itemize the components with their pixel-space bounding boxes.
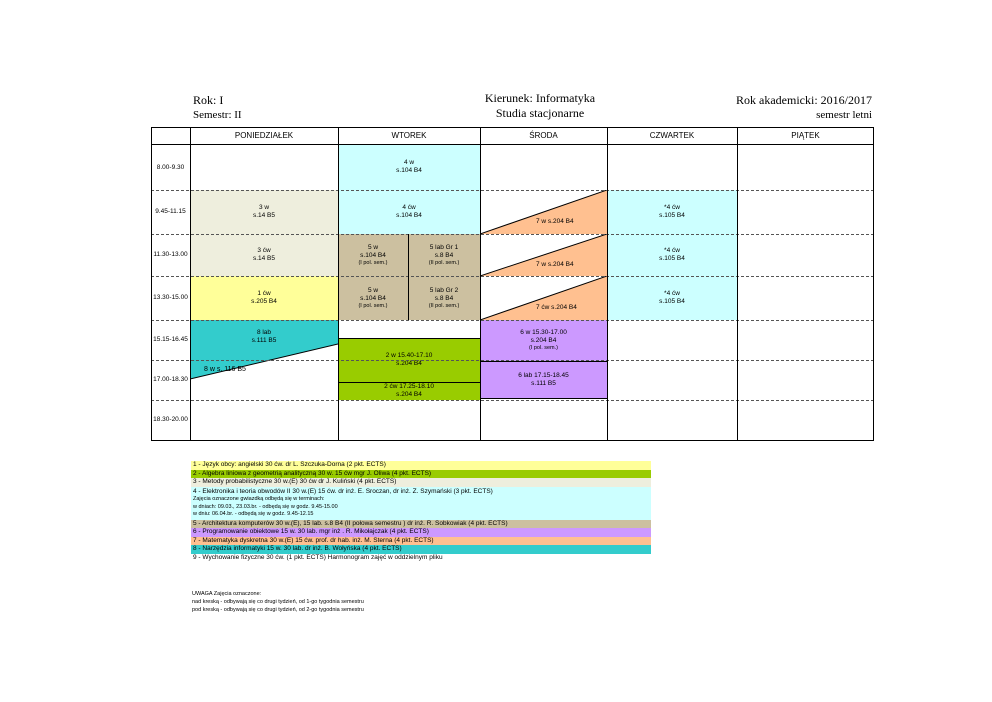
row-divider <box>151 234 874 235</box>
cell-thu-4: *4 ćw s.105 B4 <box>607 276 737 320</box>
cell-thu-3: *4 ćw s.105 B4 <box>607 234 737 276</box>
time-slot-5: 15.15-16.45 <box>153 336 188 343</box>
note-line: pod kreską - odbywają się co drugi tydzień, od 2-go tygodnia semestru <box>192 607 364 613</box>
cell-wed-3-label: 7 w s.204 B4 <box>536 261 574 268</box>
cell-border-line <box>480 361 607 362</box>
cell-tue-5: 2 w 15.40-17.10 s.204 B4 <box>338 338 480 382</box>
note-title: UWAGA Zajęcia oznaczone: <box>192 591 262 597</box>
legend-item: 8 - Narzędzia informatyki 15 w. 30 lab. dr inż. B. Wołyńska (4 pkt. ECTS) <box>191 545 651 554</box>
grid-line <box>480 127 481 441</box>
cell-thu-2: *4 ćw s.105 B4 <box>607 190 737 234</box>
day-header-fri: PIĄTEK <box>791 131 820 140</box>
cell-tue-3a: 5 w s.104 B4 (I pol. sem.) <box>338 234 408 276</box>
summer-semester: semestr letni <box>816 109 872 121</box>
grid-line <box>151 144 874 145</box>
row-divider <box>151 276 874 277</box>
timetable-grid <box>151 127 874 441</box>
cell-tue-3b: 5 lab Gr 1 s.8 B4 (II pol. sem.) <box>408 234 480 276</box>
grid-line <box>151 440 874 441</box>
cell-wed-6: 6 lab 17.15-18.45 s.111 B5 <box>480 361 607 398</box>
academic-year: Rok akademicki: 2016/2017 <box>736 93 872 107</box>
year-label: Rok: I <box>193 93 224 107</box>
legend-item: 3 - Metody probabilistyczne 30 w.(E) 30 ćw dr J. Kuliński (4 pkt. ECTS) <box>191 478 651 487</box>
day-header-tue: WTOREK <box>391 131 427 140</box>
course-legend <box>191 461 651 562</box>
row-divider <box>151 400 874 401</box>
cell-mon-2: 3 w s.14 B5 <box>190 190 338 234</box>
cell-mon-6-label: 8 w s. 116 B5 <box>204 366 246 373</box>
note-line: nad kreską - odbywają się co drugi tydzień, od 1-go tygodnia semestru <box>192 599 364 605</box>
cell-tue-2: 4 ćw s.104 B4 <box>338 190 480 234</box>
cell-border-line <box>480 398 607 399</box>
row-divider <box>151 320 874 321</box>
cell-wed-3 <box>480 234 607 276</box>
row-divider <box>151 190 874 191</box>
grid-line <box>737 127 738 441</box>
cell-mon-4: 1 ćw s.205 B4 <box>190 276 338 320</box>
time-slot-4: 13.30-15.00 <box>153 294 188 301</box>
schedule-note <box>192 590 364 614</box>
cell-wed-4-label: 7 ćw s.204 B4 <box>536 304 577 311</box>
cell-tue-6: 2 ćw 17.25-18.10 s.204 B4 <box>338 382 480 400</box>
legend-item: 6 - Programowanie obiektowe 15 w. 30 lab. mgr inż . R. Mikołajczak (4 pkt. ECTS) <box>191 528 651 537</box>
cell-wed-2 <box>480 190 607 234</box>
cell-tue-1: 4 w s.104 B4 <box>338 144 480 190</box>
cell-wed-5: 6 w 15.30-17.00 s.204 B4 (I pol. sem.) <box>480 320 607 361</box>
legend-item: 4 - Elektronika i teoria obwodów II 30 w.(E) 15 ćw. dr inż. E. Sroczan, dr inż. Z. Szymański (3 pkt. ECTS) <box>193 487 493 495</box>
legend-subnote: w dniach: 09.03., 23.03.br. - odbędą się w godz. 9.45-15.00 <box>193 503 338 510</box>
study-mode: Studia stacjonarne <box>495 106 585 120</box>
day-header-wed: ŚRODA <box>529 131 558 140</box>
cell-tue-4b: 5 lab Gr 2 s.8 B4 (II pol. sem.) <box>408 276 480 320</box>
cell-border-line <box>338 338 480 339</box>
grid-line <box>607 127 608 441</box>
grid-line <box>151 127 152 441</box>
time-slot-3: 11.30-13.00 <box>153 251 188 258</box>
grid-line <box>873 127 874 441</box>
cell-mon-5-label: 8 lab s.111 B5 <box>251 329 277 344</box>
cell-mon-3: 3 ćw s.14 B5 <box>190 234 338 276</box>
time-slot-2: 9.45-11.15 <box>155 208 186 215</box>
grid-line <box>151 127 874 128</box>
time-slot-6: 17.00-18.30 <box>153 376 188 383</box>
legend-item: 9 - Wychowanie fizyczne 30 ćw. (1 pkt. ECTS) Harmonogram zajęć w oddzielnym pliku <box>191 554 651 563</box>
legend-subnote: Zajęcia oznaczone gwiazdką odbędą się w terminach: <box>193 496 325 502</box>
grid-line <box>338 127 339 441</box>
cell-border-line <box>338 382 480 383</box>
legend-item: 7 - Matematyka dyskretna 30 w.(E) 15 ćw. prof. dr hab. inż. M. Sterna (4 pkt. ECTS) <box>191 537 651 546</box>
semester-label: Semestr: II <box>193 109 242 121</box>
day-header-thu: CZWARTEK <box>649 131 695 140</box>
legend-subnote: w dniu: 06.04.br. - odbędą się w godz. 9.45-12.15 <box>193 511 314 517</box>
time-slot-7: 18.30-20.00 <box>153 416 188 423</box>
day-header-mon: PONIEDZIAŁEK <box>234 131 294 140</box>
time-slot-1: 8.00-9.30 <box>156 164 185 171</box>
cell-split-line <box>408 234 409 320</box>
legend-item: 5 - Architektura komputerów 30 w.(E), 15 lab. s.8 B4 (II połowa semestru ) dr inż. R. Sobkowiak (4 pkt. ECTS) <box>191 520 651 529</box>
grid-line <box>190 127 191 441</box>
field-of-study: Kierunek: Informatyka <box>484 91 596 105</box>
cell-wed-4 <box>480 276 607 320</box>
legend-item: 1 - Język obcy: angielski 30 ćw. dr L. Szczuka-Dorna (2 pkt. ECTS) <box>191 461 651 470</box>
cell-tue-4a: 5 w s.104 B4 (I pol. sem.) <box>338 276 408 320</box>
legend-item: 2 - Algebra liniowa z geometrią analityczną 30 w. 15 ćw mgr J. Oliwa (4 pkt. ECTS) <box>191 470 651 479</box>
cell-wed-2-label: 7 w s.204 B4 <box>536 218 574 225</box>
legend-item-group <box>191 487 651 520</box>
